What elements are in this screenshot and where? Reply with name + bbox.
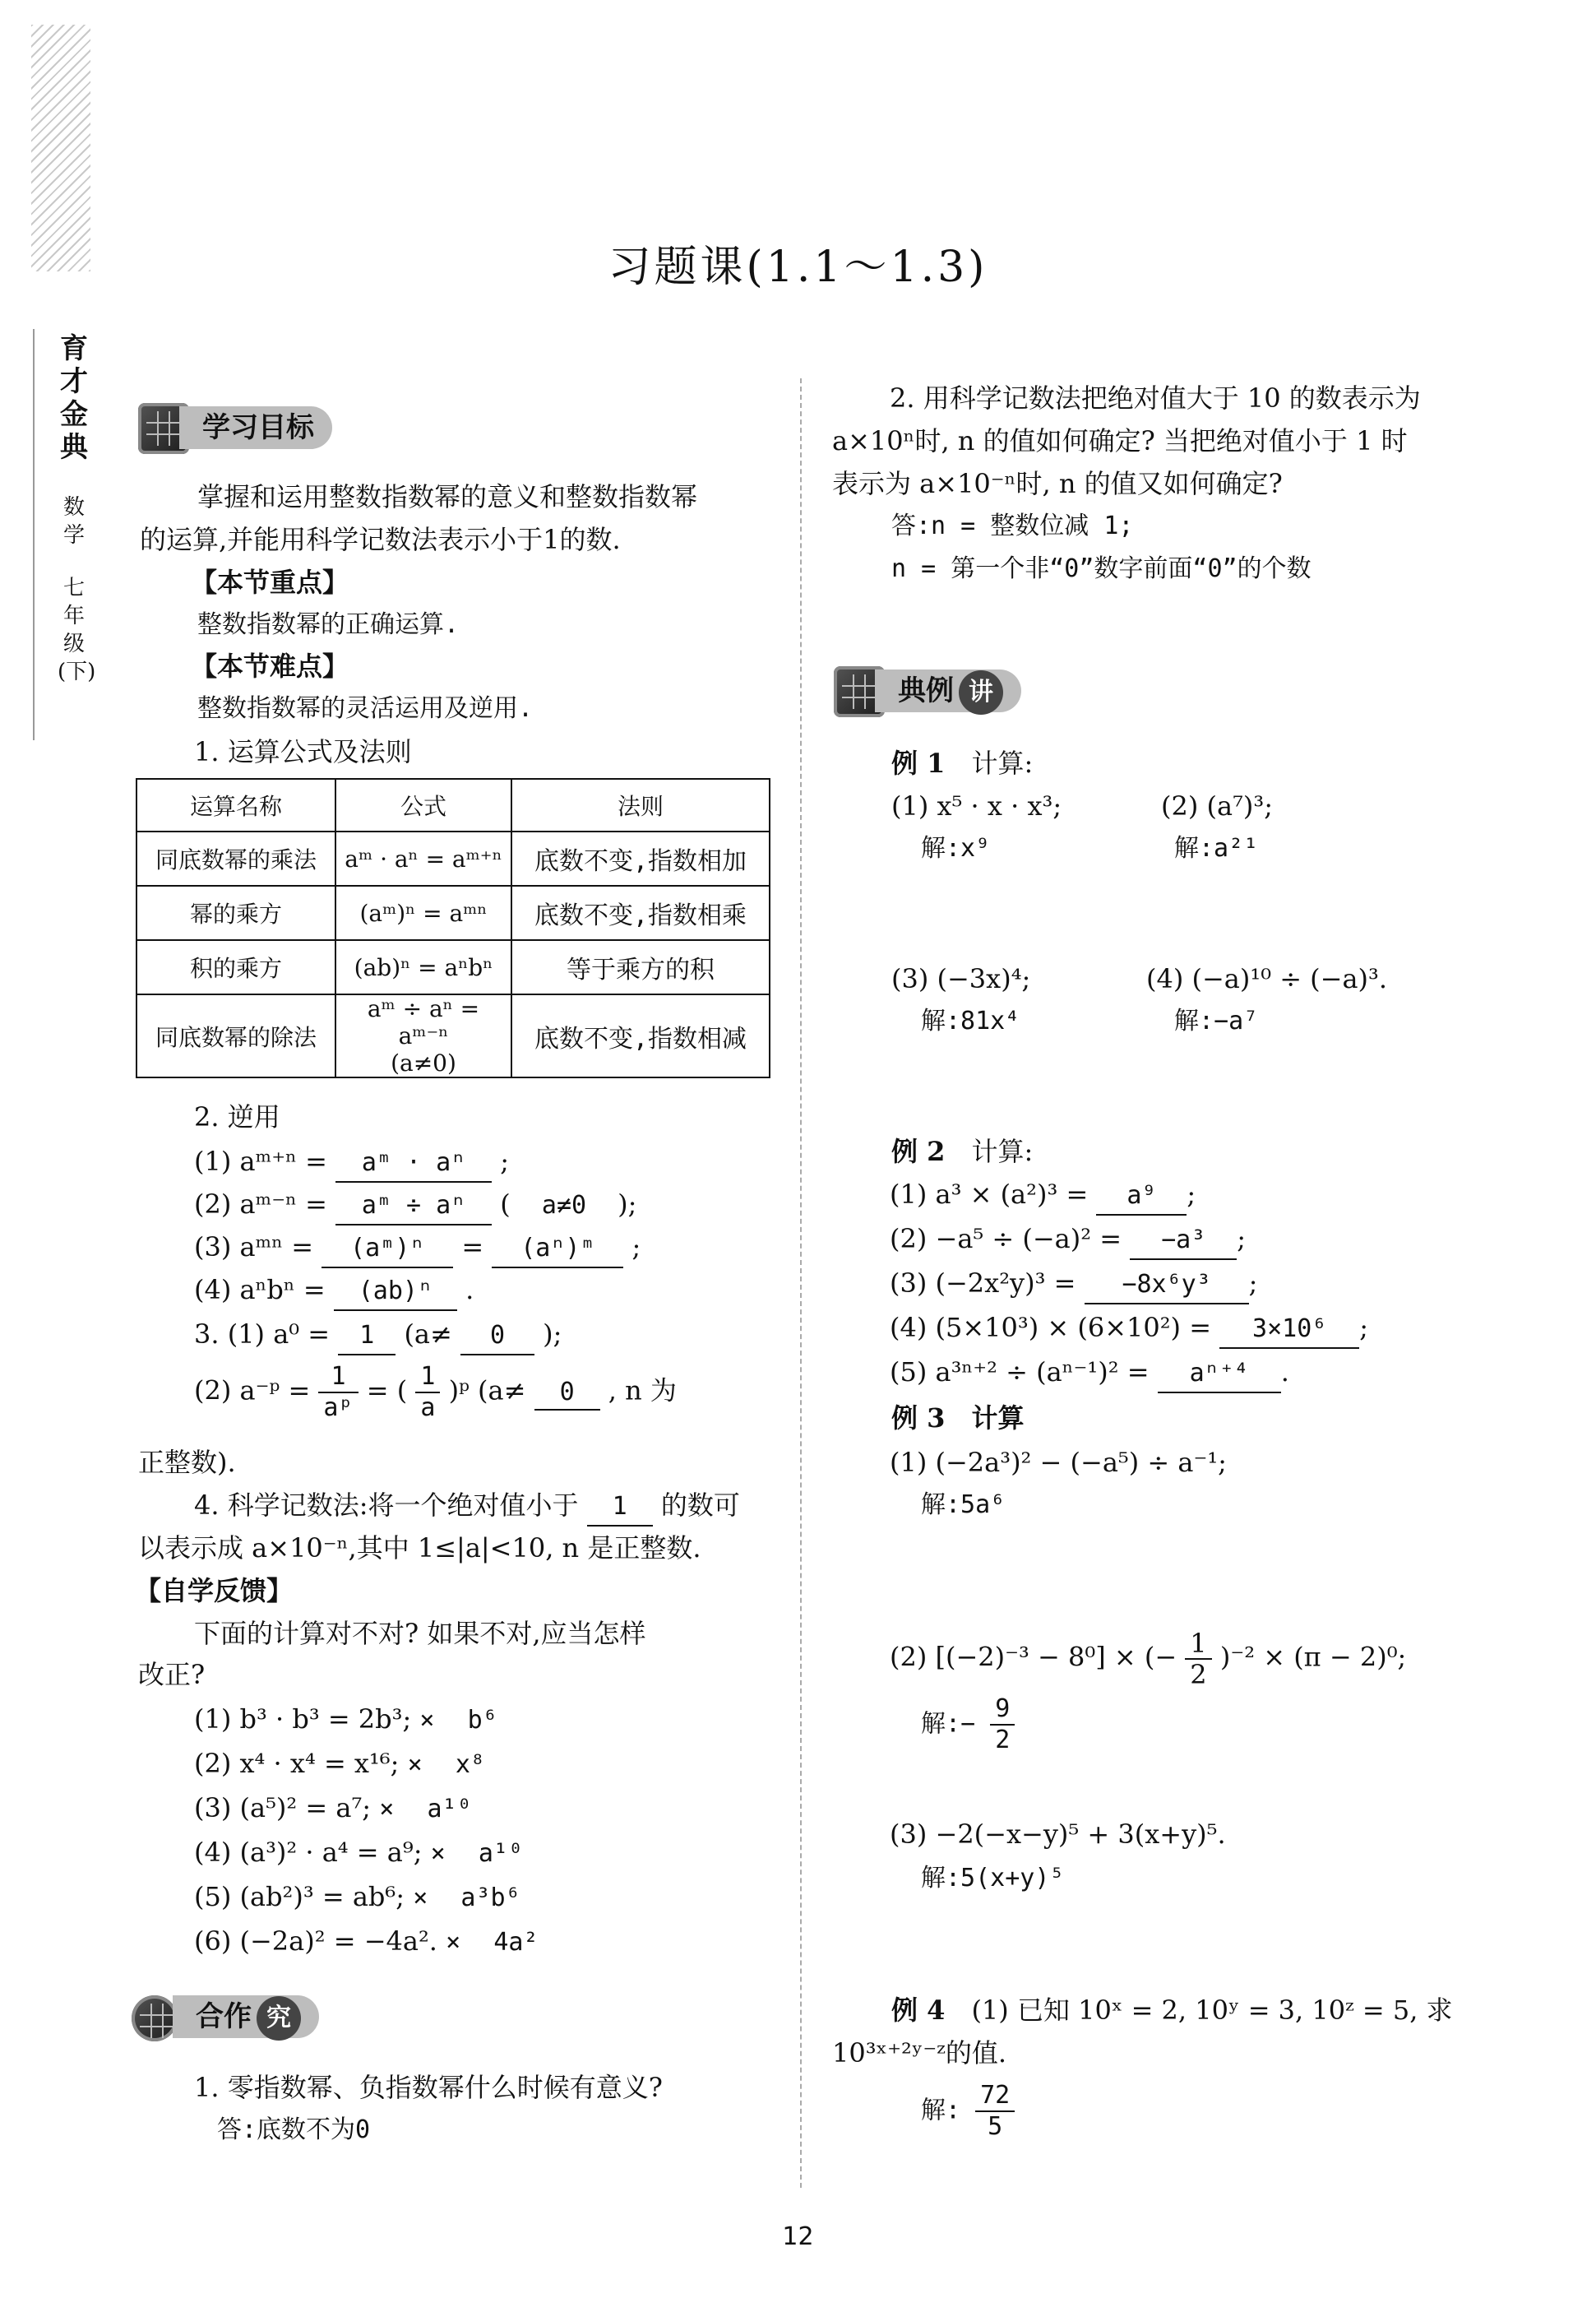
- sidebar-subject: [58, 493, 96, 686]
- rev-post: ;: [631, 1231, 641, 1263]
- feedback-expr: (5) (ab²)³ = ab⁶;: [194, 1881, 405, 1912]
- feedback-fix: a¹⁰: [427, 1795, 472, 1823]
- ex2-answer: a⁹: [1096, 1178, 1187, 1216]
- sidebar-subject-text: 数学: [62, 495, 85, 548]
- table-row: [136, 832, 770, 886]
- item3-mid: (a≠: [404, 1318, 452, 1350]
- fraction: [415, 1362, 440, 1423]
- list-item: [194, 1745, 485, 1783]
- example-label: 例 3: [891, 1402, 946, 1434]
- table-header: 公式: [335, 779, 511, 832]
- rev-pre: (3) aᵐⁿ =: [194, 1231, 314, 1263]
- badge-label: 学习目标: [179, 406, 332, 449]
- list-item: [194, 1923, 539, 1961]
- ex4-answer: [921, 2081, 1015, 2142]
- ex2-punct: ;: [1359, 1312, 1368, 1343]
- feedback-expr: (1) b³ · b³ = 2b³;: [194, 1703, 412, 1735]
- badge-examples: [834, 661, 1064, 722]
- feedback-expr: (6) (−2a)² = −4a².: [194, 1925, 437, 1957]
- ex1-q4: (4) (−a)¹⁰ ÷ (−a)³.: [1146, 963, 1388, 994]
- ex4-a-pre: 解:: [921, 2096, 961, 2125]
- ex2-punct: ;: [1248, 1267, 1258, 1299]
- row-formula-cell: [335, 994, 511, 1077]
- row-formula-condition: (a≠0): [391, 1049, 456, 1077]
- fraction: [1185, 1629, 1211, 1689]
- table-row: [136, 940, 770, 994]
- ex2-question: (4) (5×10³) × (6×10²) =: [890, 1312, 1212, 1343]
- ex2-answer: 3×10⁶: [1219, 1311, 1359, 1349]
- item-3-tail: 正整数).: [138, 1447, 236, 1478]
- coop-answer-2-line-1: 答:n = 整数位减 1;: [891, 512, 1134, 540]
- key-text: 整数指数幂的正确运算.: [197, 610, 460, 639]
- key-label: 【本节重点】: [191, 567, 349, 598]
- rev-answer: aᵐ · aⁿ: [335, 1145, 492, 1183]
- ex2-line: [890, 1309, 1368, 1349]
- fraction-denominator: 5: [988, 2112, 1003, 2141]
- fraction-numerator: 1: [1185, 1629, 1211, 1660]
- fraction: [990, 1694, 1015, 1755]
- feedback-expr: (4) (a³)² · a⁴ = a⁹;: [194, 1837, 423, 1868]
- item3-post: );: [543, 1318, 562, 1350]
- ex3-a3: 解:5(x+y)⁵: [921, 1864, 1065, 1893]
- feedback-fix: a³b⁶: [460, 1883, 520, 1912]
- fraction-denominator: 2: [1190, 1659, 1207, 1690]
- list-item: [194, 1790, 472, 1828]
- rev-post: .: [465, 1274, 474, 1305]
- coop-question-2-line-1: 2. 用科学记数法把绝对值大于 10 的数表示为: [890, 382, 1421, 414]
- row-name: 同底数幂的乘法: [136, 832, 335, 886]
- feedback-mark: ×: [430, 1839, 446, 1868]
- feedback-expr: (3) (a⁵)² = a⁷;: [194, 1792, 372, 1823]
- item3-answer: 1: [338, 1318, 396, 1355]
- ex2-line: [890, 1176, 1196, 1216]
- ex1-a4: 解:−a⁷: [1174, 1007, 1259, 1035]
- ex4-text-2: 10³ˣ⁺²ʸ⁻ᶻ的值.: [832, 2037, 1007, 2069]
- list-item: [194, 1701, 497, 1739]
- ex1-a3: 解:81x⁴: [921, 1007, 1020, 1035]
- example-label: 例 1: [891, 748, 946, 779]
- coop-question-1: 1. 零指数幂、负指数幂什么时候有意义?: [194, 2072, 663, 2103]
- fraction-denominator: aᵖ: [323, 1393, 354, 1422]
- item-3-line-1: [194, 1316, 562, 1355]
- example-text: 计算: [971, 1402, 1025, 1434]
- reverse-line-3: [194, 1229, 641, 1268]
- item-2-heading: 2. 逆用: [194, 1101, 280, 1133]
- row-formula: (ab)ⁿ = aⁿbⁿ: [335, 940, 511, 994]
- column-divider: [800, 378, 802, 2188]
- feedback-fix: 4a²: [493, 1928, 539, 1957]
- ex2-question: (5) a³ⁿ⁺² ÷ (aⁿ⁻¹)² =: [890, 1356, 1150, 1388]
- example-text: 计算:: [971, 748, 1034, 779]
- ex3-q1: (1) (−2a³)² − (−a⁵) ÷ a⁻¹;: [890, 1447, 1227, 1478]
- ex3-a2: [921, 1694, 1015, 1755]
- rev-pre: (2) aᵐ⁻ⁿ =: [194, 1188, 327, 1220]
- row-formula: (aᵐ)ⁿ = aᵐⁿ: [335, 886, 511, 940]
- sidebar-rule: [33, 329, 35, 740]
- page-number: 12: [782, 2222, 814, 2251]
- ex1-a2: 解:a²¹: [1174, 834, 1259, 863]
- ex2-question: (1) a³ × (a²)³ =: [890, 1179, 1089, 1210]
- ex2-question: (2) −a⁵ ÷ (−a)² =: [890, 1223, 1122, 1254]
- goals-intro-2: 的运算,并能用科学记数法表示小于1的数.: [140, 524, 621, 555]
- coop-question-2-line-3: 表示为 a×10⁻ⁿ时, n 的值又如何确定?: [832, 468, 1283, 499]
- ex3-q2-pre: (2) [(−2)⁻³ − 8⁰] × (−: [890, 1641, 1177, 1673]
- ex3-q2-post: )⁻² × (π − 2)⁰;: [1219, 1641, 1407, 1673]
- rev-mid: =: [461, 1231, 484, 1263]
- rev-post: ;: [500, 1146, 510, 1177]
- feedback-fix: a¹⁰: [478, 1839, 524, 1868]
- row-rule: 底数不变,指数相加: [511, 832, 770, 886]
- item3b-eq: = (: [366, 1374, 408, 1406]
- fraction-numerator: 9: [990, 1694, 1015, 1726]
- example-1-heading: [891, 745, 1033, 781]
- ex3-q2: [890, 1629, 1406, 1689]
- row-rule: 底数不变,指数相减: [511, 994, 770, 1077]
- feedback-question-2: 改正?: [138, 1659, 206, 1690]
- item-3-line-2: [194, 1362, 677, 1423]
- table-header: 运算名称: [136, 779, 335, 832]
- badge-learning-goals: [138, 398, 377, 459]
- feedback-label: 【自学反馈】: [135, 1575, 294, 1606]
- badge-circle-text: 究: [257, 1996, 301, 2041]
- page-title: 习题课(1.1～1.3): [608, 243, 988, 292]
- example-label: 例 2: [891, 1136, 946, 1167]
- table-row: [136, 886, 770, 940]
- sidebar-brand: 育才金典: [60, 332, 88, 464]
- ex2-punct: ;: [1237, 1223, 1246, 1254]
- ex3-q3: (3) −2(−x−y)⁵ + 3(x+y)⁵.: [890, 1818, 1226, 1850]
- row-name: 幂的乘方: [136, 886, 335, 940]
- item3-pre: 3. (1) a⁰ =: [194, 1318, 331, 1350]
- item3b-answer: 0: [534, 1376, 600, 1411]
- rev-answer-2: a≠0: [541, 1191, 587, 1220]
- rev-post: );: [618, 1188, 637, 1220]
- list-item: [194, 1879, 520, 1916]
- example-label: 例 4: [891, 1995, 946, 2026]
- reverse-line-1: [194, 1143, 509, 1183]
- fraction: [318, 1362, 358, 1423]
- rev-pre: (1) aᵐ⁺ⁿ =: [194, 1146, 327, 1177]
- fraction-numerator: 1: [415, 1362, 440, 1393]
- badge-cooperation: [132, 1987, 345, 2048]
- ex1-q2: (2) (a⁷)³;: [1161, 790, 1273, 822]
- sidebar-grade-text: 七年级(下): [58, 576, 96, 684]
- item3b-pre: (2) a⁻ᵖ =: [194, 1374, 311, 1406]
- example-text: (1) 已知 10ˣ = 2, 10ʸ = 3, 10ᶻ = 5, 求: [971, 1995, 1453, 2026]
- feedback-mark: ×: [379, 1795, 395, 1823]
- ex2-answer: aⁿ⁺⁴: [1158, 1355, 1281, 1393]
- rev-answer-2: (aⁿ)ᵐ: [492, 1230, 623, 1268]
- table-header: 法则: [511, 779, 770, 832]
- fraction-numerator: 72: [975, 2081, 1015, 2112]
- feedback-mark: ×: [407, 1750, 423, 1779]
- rev-answer: aᵐ ÷ aⁿ: [335, 1188, 492, 1225]
- rev-pre: (4) aⁿbⁿ =: [194, 1274, 326, 1305]
- row-formula: aᵐ ÷ aⁿ = aᵐ⁻ⁿ: [367, 995, 480, 1049]
- item-1-heading: 1. 运算公式及法则: [194, 736, 412, 767]
- ex1-a1: 解:x⁹: [921, 834, 991, 863]
- ex2-line: [890, 1354, 1289, 1393]
- fraction-numerator: 1: [318, 1362, 358, 1393]
- row-name: 积的乘方: [136, 940, 335, 994]
- ex2-line: [890, 1265, 1257, 1304]
- ex1-q3: (3) (−3x)⁴;: [891, 963, 1031, 994]
- reverse-line-2: [194, 1186, 636, 1225]
- example-text: 计算:: [971, 1136, 1034, 1167]
- item3b-mid: )ᵖ (a≠: [448, 1374, 526, 1406]
- row-rule: 等于乘方的积: [511, 940, 770, 994]
- row-name: 同底数幂的除法: [136, 994, 335, 1077]
- example-4-heading: [891, 1992, 1453, 2028]
- badge-text: 典例: [898, 674, 954, 707]
- person-icon: [132, 1995, 178, 2041]
- example-2-heading: [891, 1133, 1033, 1170]
- ex3-a1: 解:5a⁶: [921, 1490, 1006, 1519]
- item-4-line-1: [194, 1487, 740, 1527]
- badge-label: [875, 669, 1021, 712]
- rev-mid: (: [500, 1188, 511, 1220]
- ex1-q1: (1) x⁵ · x · x³;: [891, 790, 1062, 822]
- feedback-mark: ×: [446, 1928, 461, 1957]
- item3-answer-2: 0: [460, 1318, 534, 1355]
- item-4-line-2: 以表示成 a×10⁻ⁿ,其中 1≤|a|<10, n 是正整数.: [138, 1532, 701, 1564]
- item4-pre: 4. 科学记数法:将一个绝对值小于: [194, 1490, 579, 1521]
- difficulty-label: 【本节难点】: [191, 651, 349, 682]
- fraction-denominator: 2: [995, 1726, 1011, 1754]
- ex2-punct: ;: [1187, 1179, 1196, 1210]
- item4-answer: 1: [587, 1489, 653, 1527]
- ex2-answer: −a³: [1130, 1222, 1237, 1260]
- feedback-question-1: 下面的计算对不对? 如果不对,应当怎样: [194, 1618, 646, 1649]
- row-rule: 底数不变,指数相乘: [511, 886, 770, 940]
- coop-answer-2-line-2: n = 第一个非“0”数字前面“0”的个数: [891, 554, 1311, 583]
- badge-label: [173, 1995, 319, 2038]
- table-header-row: [136, 779, 770, 832]
- ex2-answer: −8x⁶y³: [1085, 1267, 1249, 1304]
- rev-answer: (ab)ⁿ: [334, 1273, 457, 1311]
- rev-answer: (aᵐ)ⁿ: [322, 1230, 453, 1268]
- rules-table: [136, 778, 770, 1078]
- goals-intro-1: 掌握和运用整数指数幂的意义和整数指数幂: [197, 481, 698, 512]
- ex2-question: (3) (−2x²y)³ =: [890, 1267, 1076, 1299]
- reverse-line-4: [194, 1272, 474, 1311]
- coop-question-2-line-2: a×10ⁿ时, n 的值如何确定? 当把绝对值小于 1 时: [832, 425, 1408, 456]
- feedback-mark: ×: [413, 1883, 428, 1912]
- coop-answer-1: 答:底数不为0: [217, 2115, 371, 2144]
- item4-post: 的数可: [660, 1490, 740, 1521]
- item3b-post: , n 为: [608, 1374, 677, 1406]
- fraction: [975, 2081, 1015, 2142]
- feedback-mark: ×: [419, 1706, 435, 1735]
- feedback-fix: b⁶: [467, 1706, 497, 1735]
- ex2-line: [890, 1221, 1246, 1260]
- feedback-fix: x⁸: [455, 1750, 485, 1779]
- fraction-denominator: a: [420, 1393, 436, 1422]
- list-item: [194, 1834, 523, 1872]
- feedback-expr: (2) x⁴ · x⁴ = x¹⁶;: [194, 1748, 400, 1779]
- badge-text: 合作: [196, 2000, 252, 2033]
- badge-circle-text: 讲: [959, 670, 1003, 715]
- example-3-heading: [891, 1400, 1024, 1436]
- row-formula: aᵐ · aⁿ = aᵐ⁺ⁿ: [335, 832, 511, 886]
- difficulty-text: 整数指数幂的灵活运用及逆用.: [197, 694, 534, 723]
- ex2-punct: .: [1280, 1356, 1289, 1388]
- table-row: [136, 994, 770, 1077]
- ex3-a2-pre: 解:−: [921, 1709, 976, 1739]
